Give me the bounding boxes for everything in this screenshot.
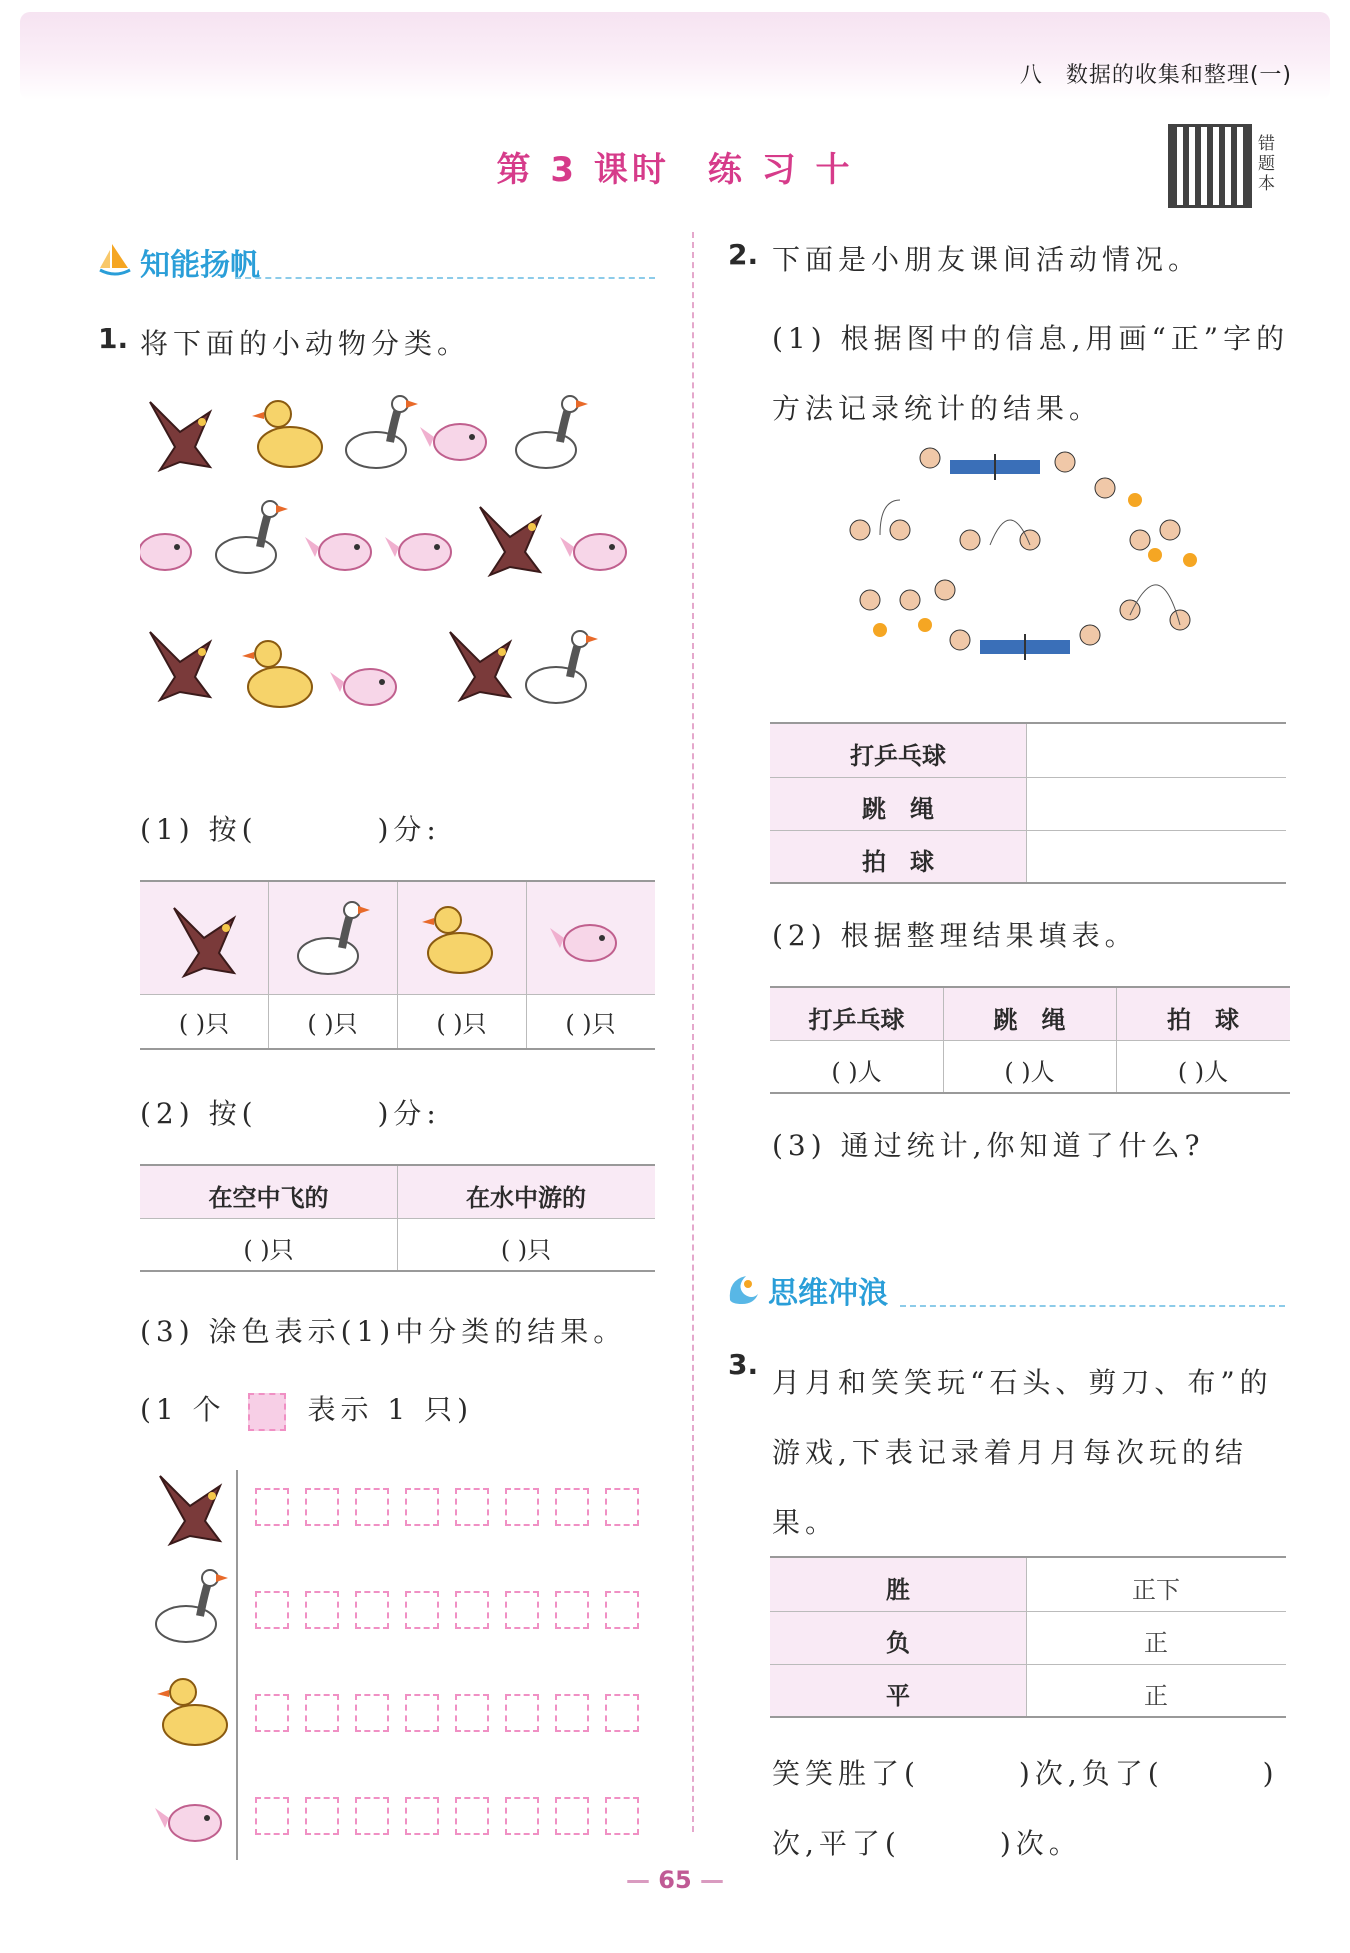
chapter-header: 八 数据的收集和整理(一) (1019, 63, 1292, 88)
q3-text: 月月和笑笑玩“石头、剪刀、布”的游戏,下表记录着月月每次玩的结果。 (772, 1366, 1273, 1539)
color-cell[interactable] (405, 1591, 439, 1629)
q1-part2-table (140, 1164, 655, 1272)
goose-icon (150, 1566, 230, 1648)
count-blank[interactable]: ( )只 (243, 1236, 294, 1264)
color-cell[interactable] (605, 1797, 639, 1835)
bird-icon (155, 1778, 235, 1860)
color-cell[interactable] (505, 1694, 539, 1732)
count-blank[interactable]: ( )只 (500, 1236, 552, 1264)
eagle-icon (164, 898, 244, 980)
color-cell[interactable] (355, 1591, 389, 1629)
section-rule (900, 1305, 1285, 1307)
tally-input[interactable] (1026, 724, 1286, 777)
tally-lose: 正 (1144, 1629, 1168, 1657)
color-cell[interactable] (405, 1488, 439, 1526)
q3-table (770, 1556, 1286, 1718)
color-cell[interactable] (305, 1694, 339, 1732)
color-cell[interactable] (405, 1797, 439, 1835)
tally-row-pingpong: 打乒乓球 (850, 742, 946, 770)
color-cell[interactable] (455, 1591, 489, 1629)
coloring-grid[interactable] (255, 1488, 655, 1858)
count-blank[interactable]: ( )人 (1177, 1058, 1229, 1086)
result-header: 跳 绳 (993, 1006, 1066, 1034)
color-cell[interactable] (355, 1797, 389, 1835)
color-cell[interactable] (255, 1797, 289, 1835)
q2-number: 2. (728, 238, 759, 271)
q1-part3-legend: (1 个 表示 1 只) (140, 1388, 473, 1431)
tally-draw: 正 (1144, 1682, 1168, 1710)
column-divider (692, 232, 694, 1832)
q2-part3: (3) 通过统计,你知道了什么? (772, 1129, 1205, 1162)
color-cell[interactable] (455, 1797, 489, 1835)
row-label-win: 胜 (886, 1576, 910, 1604)
q2-part2: (2) 根据整理结果填表。 (772, 919, 1138, 952)
page-number: — 65 — (625, 1866, 725, 1894)
color-cell[interactable] (305, 1591, 339, 1629)
tally-win: 正下 (1132, 1576, 1180, 1604)
animals-illustration (140, 392, 660, 772)
color-cell[interactable] (305, 1797, 339, 1835)
color-cell[interactable] (555, 1797, 589, 1835)
q1-part1-label: (1) 按( )分: (140, 813, 441, 846)
header-swimming: 在水中游的 (466, 1184, 586, 1212)
q1-part1-table (140, 880, 655, 1050)
section-rule (235, 277, 655, 279)
bird-icon (550, 898, 630, 980)
tally-row-jumprope: 跳 绳 (862, 795, 934, 823)
color-cell[interactable] (455, 1488, 489, 1526)
color-cell[interactable] (605, 1591, 639, 1629)
qr-label: 错题本 (1258, 134, 1275, 194)
tally-input[interactable] (1026, 830, 1286, 882)
row-label-lose: 负 (886, 1629, 910, 1657)
grid-axis (236, 1470, 238, 1860)
color-cell[interactable] (605, 1694, 639, 1732)
q1-number: 1. (98, 322, 129, 355)
result-header: 拍 球 (1167, 1006, 1239, 1034)
q3-answer-line2[interactable]: 次,平了( )次。 (772, 1827, 1082, 1860)
count-blank[interactable]: ( )只 (436, 1010, 487, 1038)
count-blank[interactable]: ( )人 (831, 1058, 882, 1086)
sailboat-icon (98, 242, 132, 278)
color-cell[interactable] (555, 1591, 589, 1629)
count-blank[interactable]: ( )只 (307, 1010, 358, 1038)
section-title: 知能扬帆 (140, 248, 260, 283)
section-title: 思维冲浪 (768, 1276, 888, 1311)
q1-text: 将下面的小动物分类。 (140, 327, 471, 360)
eagle-icon (150, 1466, 230, 1548)
tally-table (770, 722, 1286, 884)
goose-icon (292, 898, 372, 980)
legend-square (248, 1393, 286, 1431)
color-cell[interactable] (355, 1694, 389, 1732)
tally-row-ball: 拍 球 (862, 848, 934, 876)
color-cell[interactable] (255, 1488, 289, 1526)
color-cell[interactable] (355, 1488, 389, 1526)
color-cell[interactable] (255, 1591, 289, 1629)
color-cell[interactable] (405, 1694, 439, 1732)
qr-code-icon[interactable] (1168, 124, 1252, 208)
color-cell[interactable] (455, 1694, 489, 1732)
q1-part2-label: (2) 按( )分: (140, 1097, 441, 1130)
playground-illustration (840, 440, 1240, 690)
count-blank[interactable]: ( )只 (565, 1010, 616, 1038)
color-cell[interactable] (305, 1488, 339, 1526)
color-cell[interactable] (505, 1591, 539, 1629)
q2-result-table (770, 986, 1290, 1094)
duck-icon (155, 1670, 235, 1752)
wave-icon (726, 1272, 760, 1306)
q2-part1: (1) 根据图中的信息,用画“正”字的方法记录统计的结果。 (772, 322, 1290, 425)
color-cell[interactable] (555, 1488, 589, 1526)
color-cell[interactable] (505, 1488, 539, 1526)
duck-icon (420, 898, 500, 980)
color-cell[interactable] (255, 1694, 289, 1732)
color-cell[interactable] (505, 1797, 539, 1835)
color-cell[interactable] (605, 1488, 639, 1526)
q3-answer-line1[interactable]: 笑笑胜了( )次,负了( ) (772, 1757, 1279, 1790)
tally-input[interactable] (1026, 777, 1286, 830)
q2-text: 下面是小朋友课间活动情况。 (772, 243, 1202, 276)
color-cell[interactable] (555, 1694, 589, 1732)
count-blank[interactable]: ( )人 (1004, 1058, 1055, 1086)
count-blank[interactable]: ( )只 (178, 1010, 230, 1038)
q3-number: 3. (728, 1348, 759, 1381)
lesson-title: 第 3 课时 练 习 十 (496, 150, 854, 190)
header-flying: 在空中飞的 (208, 1184, 329, 1212)
result-header: 打乒乓球 (808, 1006, 905, 1034)
q1-part3-text: (3) 涂色表示(1)中分类的结果。 (140, 1315, 627, 1348)
row-label-draw: 平 (886, 1682, 910, 1710)
